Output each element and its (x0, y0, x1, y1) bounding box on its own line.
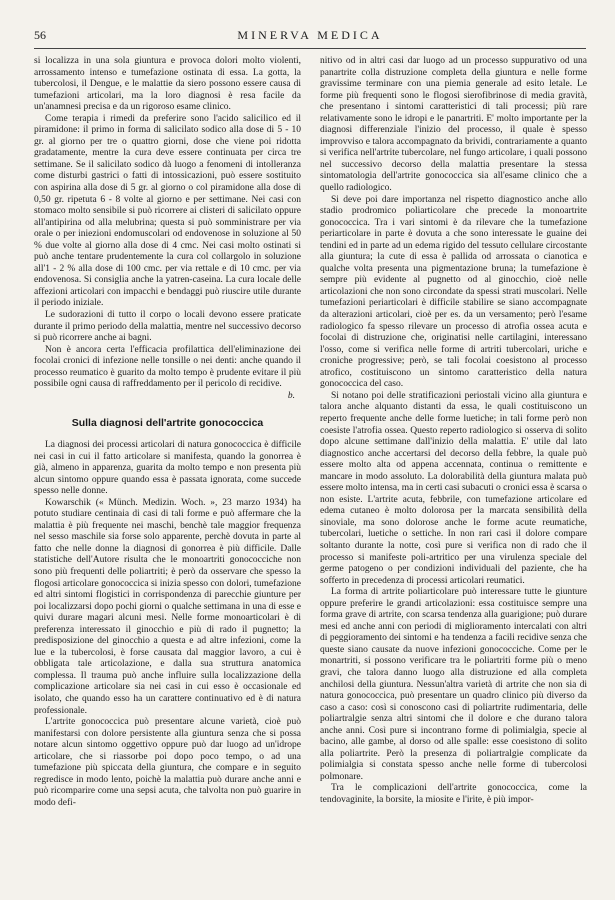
page-header (34, 26, 586, 49)
paragraph: Come terapia i rimedi da preferire sono l'acido salicilico ed il piramidone: il primo in forma di salicilato sodico alla dose di 5 - 10 gr. al giorno per tre o quattro giorni, dose che viene poi ridotta gradatamente, mentre la cura deve essere continuata per circa tre settimane. Se il salicilato sodico dà luogo a fenomeni di intolleranza come disturbi gastrici o fatti di intossicazioni, può essere sostituito con aspirina alla dose di 5 gr. al giorno o col piramidone alla dose di 0,50 gr. ripetuta 6 - 8 volte al giorno e per settimane. Nei casi con stomaco molto sensibile si può ricorrere ai clisteri di salicilato oppure all'antipirina od alla melubrina; questa si può somministrare per via orale o per iniezioni endomuscolari od endovenose in soluzione al 50 % due volte al giorno alla dose di 4 cmc. Nei casi molto ostinati si può anche tentare prudentemente la cura col collargolo in soluzione all'1 - 2 % alla dose di 100 cmc. per via rettale e di 10 cmc. per via endovenosa. Si consiglia anche la yatren-caseina. La cura locale delle affezioni articolari con impacchi e bendaggi può riuscire utile durante il periodo iniziale. (34, 113, 301, 309)
paragraph: La forma di artrite poliarticolare può interessare tutte le giunture oppure preferire le grandi articolazioni: essa costituisce sempre una forma grave di artrite, con scarsa tendenza alla guarigione; può durare mesi ed anche anni con periodi di miglioramento intercalati con altri di peggioramento dei sintomi e ha tendenza a facili recidive senza che queste siano causate da nuove infezioni gonococciche. Come per le monartriti, si possono verificare tra le poliartriti forme più o meno gravi, che talora danno luogo alla distruzione ed alla completa anchilosi della giuntura. Nessun'altra varietà di artrite che non sia di natura gonococcica, può presentare un quadro clinico più diverso da caso a caso: così si conoscono casi di poliartrite rudimentaria, delle poliartralgie senza altri sintomi che il dolore e che durano talora anche anni. Così pure si incontrano forme di polimialgia, specie al bacino, alle gambe, al dorso od alle spalle: esse coesistono di solito alla poliartrite. Però la presenza di poliartralgie complicate da polimialgia si constata spesso anche nelle forme di tubercolosi polmonare. (320, 587, 587, 782)
paragraph: L'artrite gonococcica può presentare alcune varietà, cioè può manifestarsi con dolore persistente alla giuntura senza che si possa notare alcun sintomo oggettivo oppure può dar luogo ad un'idrope articolare, che si riassorbe poi dopo poco tempo, o ad una tumefazione più spiccata della giuntura, che compare e in seguito regredisce in modo lento, poichè la malattia può durare anche anni e può ricomparire come una sepsi acuta, che talvolta non può guarire in modo defi- (34, 717, 301, 808)
page-number: 56 (34, 28, 46, 42)
paragraph: si localizza in una sola giuntura e provoca dolori molto violenti, arrossamento intenso e tumefazione ostinata di essa. La gotta, la tubercolosi, il Dengue, e le malattie da siero possono essere causa di tumefazioni articolari, ma la loro diagnosi è resa facile da un'anamnesi precisa e da un rigoroso esame clinico. (34, 56, 301, 113)
paragraph: Tra le complicazioni dell'artrite gonococcica, come la tendovaginite, la borsite, la miosite e l'irite, è più impor- (320, 783, 587, 805)
right-column (320, 56, 587, 807)
paragraph: Si notano poi delle stratificazioni periostali vicino alla giuntura e talora anche alquanto distanti da essa, le quali costituiscono un reperto frequente anche delle forme luetiche; in tali forme però non coesiste l'atrofia ossea. Questo reperto radiologico si osserva di solito dopo alcune settimane dall'inizio della malattia. E' utile dal lato diagnostico anche accertarsi del decorso della febbre, la quale può essere molto alta od appena accennata, continua o remittente e mancare in modo assoluto. La dolorabilità della giuntura malata può essere molto intensa, ma in certi casi subacuti o cronici essa è scarsa o non esiste. L'artrite acuta, febbrile, con tumefazione articolare ed edema cutaneo è molto dolorosa per la marcata sensibilità della sinoviale, ma sono dolorose anche le forme acute reumatiche, tubercolari, luetiche o settiche. In non rari casi il dolore compare soltanto durante la notte, così pure si verifica non di rado che il processo si manifeste poli-artritico per una virulenza speciale del germe patogeno o per condizioni individuali del paziente, che ha sofferto in precedenza di processi articolari reumatici. (320, 390, 587, 586)
paragraph: La diagnosi dei processi articolari di natura gonococcica è difficile nei casi in cui il fatto articolare si manifesta, quando la gonorrea è già, almeno in apparenza, guarita da molto tempo e non presenta più alcun sintomo oppure quando essa è passata ignorata, come succede spesso nelle donne. (34, 439, 301, 497)
paragraph: Si deve poi dare importanza nel rispetto diagnostico anche allo stadio prodromico poliarticolare che precede la monoartrite gonococcica. Tra i vari sintomi è da rilevare che la tumefazione periarticolare in parte è dovuta a che sono interessate le guaine dei tendini ed in parte ad un edema rigido del tessuto cellulare circostante alla giuntura; la cute di essa è pallida od arrossata o cianotica e qualche volta presenta una pigmentazione bruna; la tumefazione è sempre più evidente al pugnetto od al ginocchio, cioè nelle articolazioni che non sono circondate da spessi strati muscolari. Nelle tumefazioni periarticolari è difficile stabilire se siano accompagnate da alterazioni articolari, cioè per es. da un versamento; però l'esame radiologico fa spesso rilevare un processo di atrofia ossea acuta e focolai di distruzione che, originatisi nelle cartilagini, interessano l'osso, come si verifica nelle forme di artriti tubercolari, uriche e croniche progressive; però, se tali focolai coesistono al processo atrofico, costituiscono un sintomo caratteristico della natura gonococcica del caso. (320, 194, 587, 390)
paragraph: Non è ancora certa l'efficacia profilattica dell'eliminazione dei focolai cronici di infezione nelle tonsille o nei denti: anche quando il processo reumatico è guarito da molto tempo è prudente evitare il più possibile ogni causa di raffreddamento per il pericolo di recidive. (34, 344, 301, 390)
author-signature: b. (287, 390, 295, 401)
left-column (34, 56, 301, 809)
section-title: Sulla diagnosi dell'artrite gonococcica (71, 417, 264, 430)
paragraph: Le sudorazioni di tutto il corpo o locali devono essere praticate durante il primo periodo della malattia, mentre nel successivo decorso si può ricorrere anche ai bagni. (34, 310, 301, 344)
paragraph: Kowarschik (« Münch. Medizin. Woch. », 23 marzo 1934) ha potuto studiare centinaia di casi di tali forme e può affermare che la malattia è più frequente nei maschi, benchè tale maggior frequenza nel sesso maschile sia forse solo apparente, perchè dovuta in parte al fatto che nelle donne la diagnosi di gonorrea è più difficile. Dalle statistiche dell'Autore risulta che le monoartriti gonococciche non sono più frequenti delle poliartriti; è però da osservare che spesso la flogosi articolare gonococcica si inizia spesso con dolori, tumefazione ed altri sintomi flogistici in corrispondenza di parecchie giunture per poi localizzarsi dopo pochi giorni o qualche settimana in una di esse e quivi durare magari alcuni mesi. Nelle forme monoarticolari è di preferenza interessato il ginocchio e più di rado il pugnetto; la predisposizione del ginocchio a questa e ad altre infezioni, come la lue e la tubercolosi, è forse causata dal maggior lavoro, a cui è obbligata tale articolazione, e dalla sua struttura anatomica complessa. Il trauma può anche influire sulla localizzazione della complicazione articolare sia nei casi in cui esso è occasionale ed isolato, che quando esso ha un carattere continuativo ed è di natura professionale. (34, 497, 301, 716)
running-title: MINERVA MEDICA (237, 28, 383, 42)
paragraph: nitivo od in altri casi dar luogo ad un processo suppurativo od una panartrite colla distruzione completa della giuntura e nelle forme gravissime terminare con una piemia generale ad esito letale. Le forme più frequenti sono le flogosi sierofibrinose di media gravità, che presentano i sintomi caratteristici di tali processi; più rare relativamente sono le idropi e le panartriti. E' molto importante per la diagnosi differenziale l'inizio del processo, il quale è spesso improvviso e talora accompagnato da brividi, contrariamente a quanto si verifica nell'artrite tubercolare, nel fungo articolare, i quali possono nel successivo decorso della malattia presentare la stessa sintomatologia dell'artrite gonococcica sia all'esame clinico che a quello radiologico. (320, 56, 587, 194)
